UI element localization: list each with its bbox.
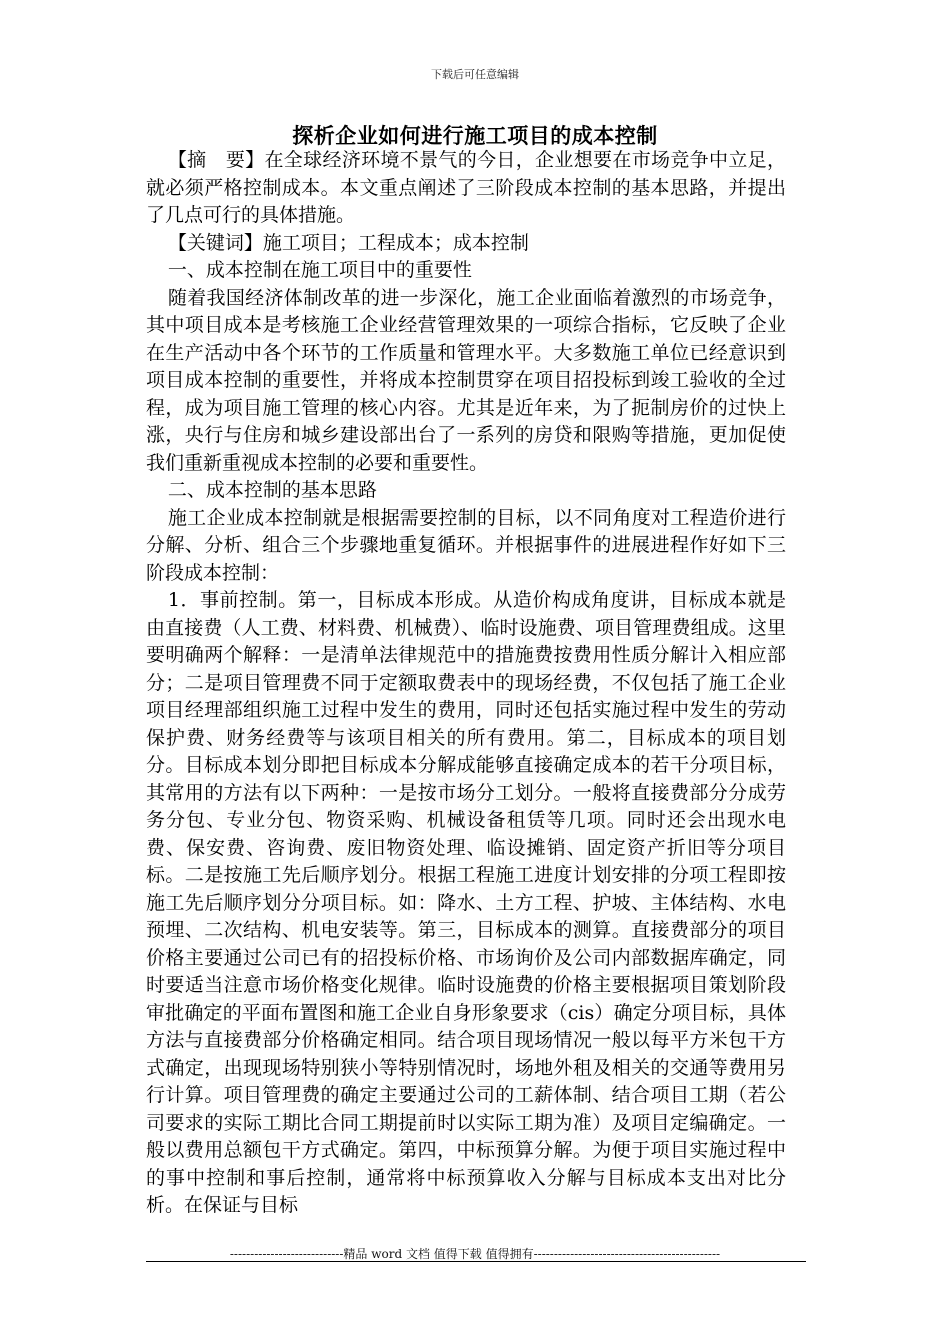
document-title: 探析企业如何进行施工项目的成本控制 <box>292 123 658 148</box>
body-paragraph: 1．事前控制。第一，目标成本形成。从造价构成角度讲，目标成本就是由直接费（人工费、材料费、机械费）、临时设施费、项目管理费组成。这里要明确两个解释：一是清单法律规范中的措施费按费用性质分解计入相应部分；二是项目管理费不同于定额取费表中的现场经费，不仅包括了施工企业项目经理部组织施工过程中发生的费用，同时还包括实施过程中发生的劳动保护费、财务经费等与该项目相关的所有费用。第二，目标成本的项目划分。目标成本划分即把目标成本分解成能够直接确定成本的若干分项目标，其常用的方法有以下两种：一是按市场分工划分。一般将直接费部分分成劳务分包、专业分包、物资采购、机械设备租赁等几项。同时还会出现水电费、保安费、咨询费、废旧物资处理、临设摊销、固定资产折旧等分项目标。二是按施工先后顺序划分。根据工程施工进度计划安排的分项工程即按施工先后顺序划分分项目标。如：降水、土方工程、护坡、主体结构、水电预埋、二次结构、机电安装等。第三，目标成本的测算。直接费部分的项目价格主要通过公司已有的招投标价格、市场询价及公司内部数据库确定，同时要适当注意市场价格变化规律。临时设施费的价格主要根据项目策划阶段审批确定的平面布置图和施工企业自身形象要求（cis）确定分项目标，具体方法与直接费部分价格确定相同。结合项目现场情况一般以每平方米包干方式确定，出现现场特别狭小等特别情况时，场地外租及相关的交通等费用另行计算。项目管理费的确定主要通过公司的工薪体制、结合项目工期（若公司要求的实际工期比合同工期提前时以实际工期为准）及项目定编确定。一般以费用总额包干方式确定。第四，中标预算分解。为便于项目实施过程中的事中控制和事后控制，通常将中标预算收入分解与目标成本支出对比分析。在保证与目标 <box>146 589 786 1216</box>
footer-divider <box>146 1261 806 1262</box>
keywords-paragraph: 【关键词】施工项目；工程成本；成本控制 <box>167 231 529 254</box>
body-paragraph: 随着我国经济体制改革的进一步深化，施工企业面临着激烈的市场竞争，其中项目成本是考核施工企业经营管理效果的一项综合指标，它反映了企业在生产活动中各个环节的工作质量和管理水平。大多数施工单位已经意识到项目成本控制的重要性，并将成本控制贯穿在项目招投标到竣工验收的全过程，成为项目施工管理的核心内容。尤其是近年来，为了扼制房价的过快上涨，央行与住房和城乡建设部出台了一系列的房贷和限购等措施，更加促使我们重新重视成本控制的必要和重要性。 <box>146 286 786 474</box>
page-footer: ----------------------------精品 word 文档 值得下载 值得拥有---------------------------------------------- <box>229 1247 721 1261</box>
section-heading-1: 一、成本控制在施工项目中的重要性 <box>167 259 472 281</box>
body-paragraph: 施工企业成本控制就是根据需要控制的目标，以不同角度对工程造价进行分解、分析、组合三个步骤地重复循环。并根据事件的进展进程作好如下三阶段成本控制： <box>146 506 786 584</box>
page-header: 下载后可任意编辑 <box>431 68 519 81</box>
document-body <box>146 147 786 1220</box>
abstract-paragraph: 【摘 要】在全球经济环境不景气的今日，企业想要在市场竞争中立足，就必须严格控制成本。本文重点阐述了三阶段成本控制的基本思路，并提出了几点可行的具体措施。 <box>146 149 786 226</box>
section-heading-2: 二、成本控制的基本思路 <box>167 479 377 501</box>
